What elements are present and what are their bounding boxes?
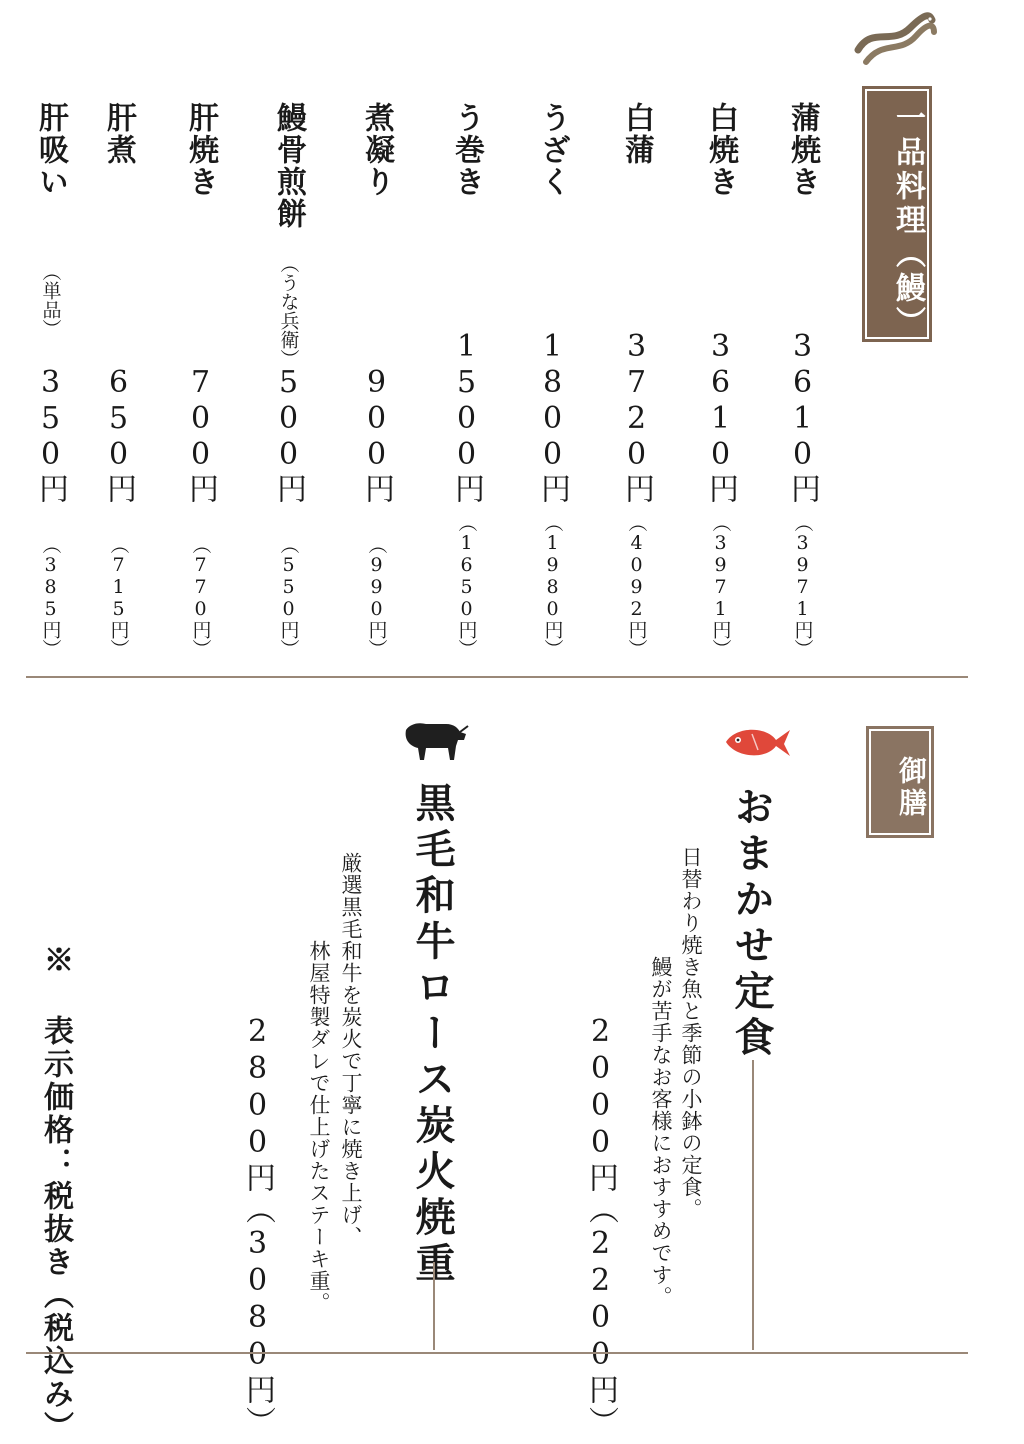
menu-item-name: 鰻骨煎餅 <box>271 102 306 230</box>
badge-label: 御膳 <box>895 756 928 820</box>
omakase-desc-line1: 日替わり焼き魚と季節の小鉢の定食。 <box>679 846 703 1220</box>
menu-item-note: （うな兵衛） <box>277 254 300 368</box>
wagyu-desc-line1: 厳選黒毛和牛を炭火で丁寧に焼き上げ、 <box>339 852 363 1248</box>
menu-item <box>436 102 496 662</box>
menu-item-tax-price: （990円） <box>365 535 388 658</box>
menu-item-price: 1800円 <box>535 329 570 504</box>
bull-icon <box>396 718 470 764</box>
section-badge-gozen <box>866 726 934 838</box>
menu-item-tax-price: （3971円） <box>709 513 732 658</box>
section-divider <box>26 676 968 678</box>
menu-item-tax-price: （1650円） <box>455 513 478 658</box>
menu-item-price: 1500円 <box>449 329 484 504</box>
wagyu-title: 黒毛和牛ロース炭火焼重 <box>409 782 456 1288</box>
menu-item-price: 3720円 <box>619 329 654 504</box>
menu-item <box>88 102 148 662</box>
menu-item-price: 3610円 <box>703 329 738 504</box>
menu-item-tax-price: （770円） <box>189 535 212 658</box>
menu-item-price: 3610円 <box>785 329 820 504</box>
menu-item-tax-price: （1980円） <box>541 513 564 658</box>
red-fish-icon <box>722 722 792 762</box>
menu-item-name: 肝煮 <box>101 102 136 166</box>
menu-item <box>772 102 832 662</box>
menu-item-tax-price: （715円） <box>107 535 130 658</box>
badge-label: 一品料理（鰻） <box>890 102 925 340</box>
menu-item <box>258 102 318 662</box>
menu-item-price: 900円 <box>359 365 394 504</box>
menu-item-tax-price: （385円） <box>39 535 62 658</box>
omakase-rule <box>752 1060 754 1350</box>
menu-item-tax-price: （3971円） <box>791 513 814 658</box>
menu-item-note: （単品） <box>39 262 62 338</box>
omakase-price: 2000円（2200円） <box>583 1014 618 1438</box>
eel-icon <box>852 6 938 68</box>
menu-item <box>606 102 666 662</box>
omakase-desc-line2: 鰻が苦手なお客様におすすめです。 <box>649 956 673 1308</box>
menu-item-name: 蒲焼き <box>785 102 820 198</box>
menu-item-name: 白焼き <box>703 102 738 198</box>
menu-item <box>170 102 230 662</box>
omakase-title: おまかせ定食 <box>728 786 775 1062</box>
menu-item-price: 350円 <box>33 365 68 504</box>
bottom-divider <box>26 1352 968 1354</box>
menu-item <box>346 102 406 662</box>
menu-item-name: 白蒲 <box>619 102 654 166</box>
menu-item-name: うざく <box>535 102 570 198</box>
menu-item-name: 肝焼き <box>183 102 218 198</box>
menu-item-tax-price: （550円） <box>277 535 300 658</box>
wagyu-rule <box>433 1262 435 1350</box>
menu-item-name: 肝吸い <box>33 102 68 198</box>
menu-item-price: 650円 <box>101 365 136 504</box>
menu-item-name: 煮凝り <box>359 102 394 198</box>
menu-item <box>690 102 750 662</box>
section-badge-ippin <box>862 86 932 342</box>
menu-item-price: 500円 <box>271 365 306 504</box>
wagyu-desc-line2: 林屋特製ダレで仕上げたステーキ重。 <box>307 940 331 1314</box>
menu-item-tax-price: （4092円） <box>625 513 648 658</box>
menu-item-price: 700円 <box>183 365 218 504</box>
wagyu-price: 2800円（3080円） <box>240 1014 275 1438</box>
tax-notice: ※ 表示価格：税抜き（税込み） <box>38 944 73 1444</box>
menu-item <box>522 102 582 662</box>
menu-item-name: う巻き <box>449 102 484 198</box>
menu-item <box>20 102 80 662</box>
